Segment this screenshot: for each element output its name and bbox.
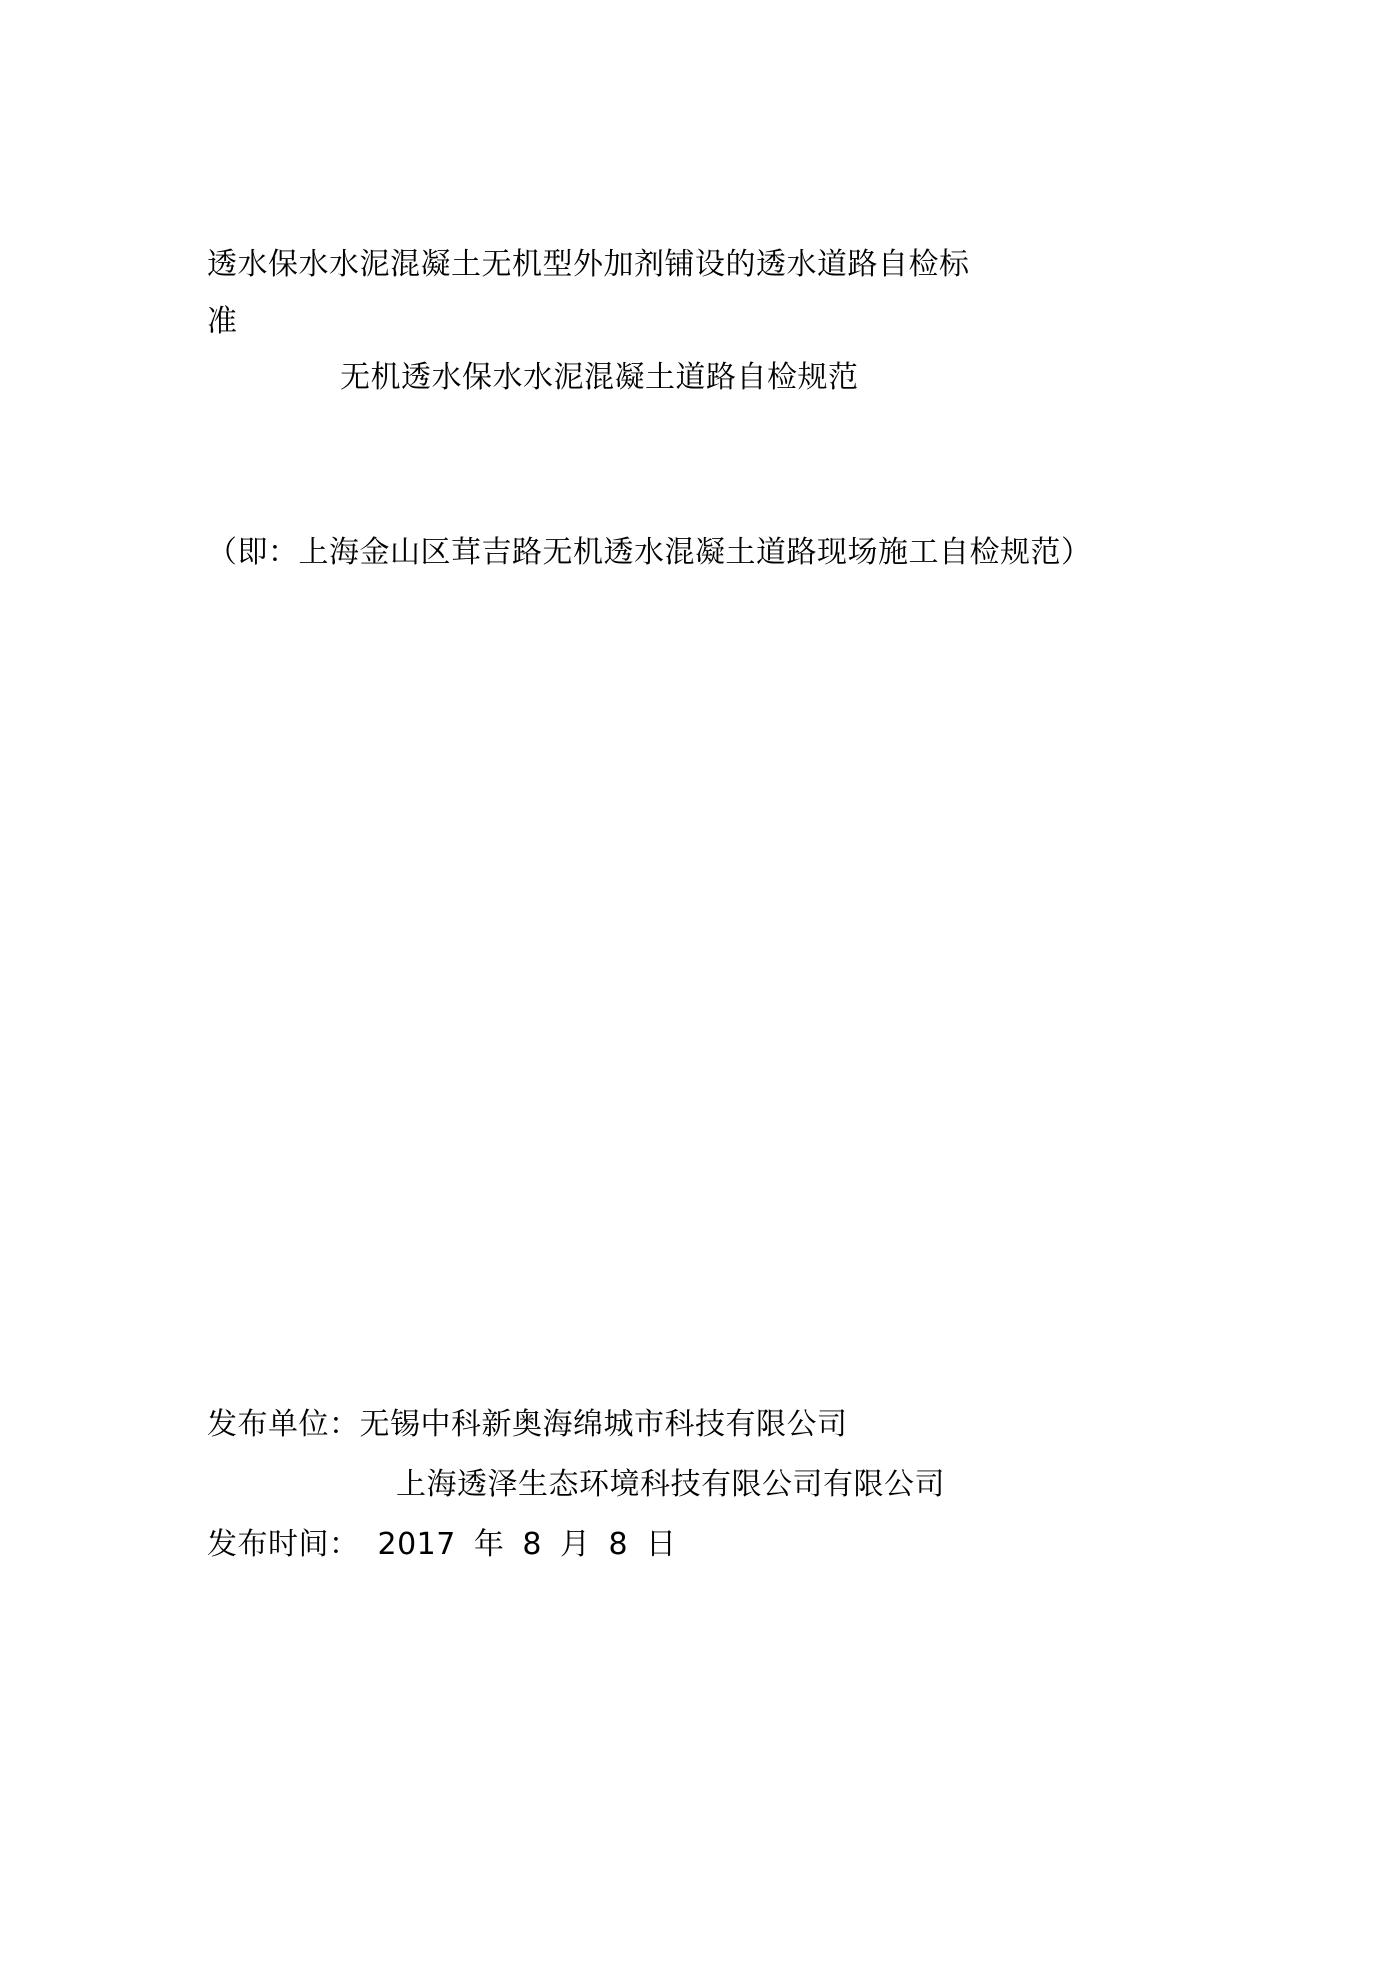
date-label: 发布时间： bbox=[207, 1527, 360, 1562]
date-month: 8 bbox=[522, 1527, 542, 1562]
publisher-name-1: 无锡中科新奥海绵城市科技有限公司 bbox=[359, 1407, 848, 1442]
document-title-continuation: 准 bbox=[207, 304, 238, 339]
document-title: 透水保水水泥混凝土无机型外加剂铺设的透水道路自检标 bbox=[207, 247, 970, 282]
publish-date-row bbox=[207, 1525, 677, 1565]
date-day-unit: 日 bbox=[646, 1527, 677, 1562]
publisher-label: 发布单位： bbox=[207, 1407, 360, 1442]
publisher-row bbox=[207, 1405, 848, 1445]
publisher-name-2: 上海透泽生态环境科技有限公司有限公司 bbox=[396, 1467, 945, 1502]
document-subtitle: 无机透水保水水泥混凝土道路自检规范 bbox=[340, 360, 859, 395]
date-year-unit: 年 bbox=[473, 1527, 505, 1562]
date-month-unit: 月 bbox=[559, 1527, 591, 1562]
date-day: 8 bbox=[608, 1527, 629, 1562]
date-year: 2017 bbox=[377, 1527, 456, 1562]
document-note: （即：上海金山区茸吉路无机透水混凝土道路现场施工自检规范） bbox=[207, 535, 1092, 570]
